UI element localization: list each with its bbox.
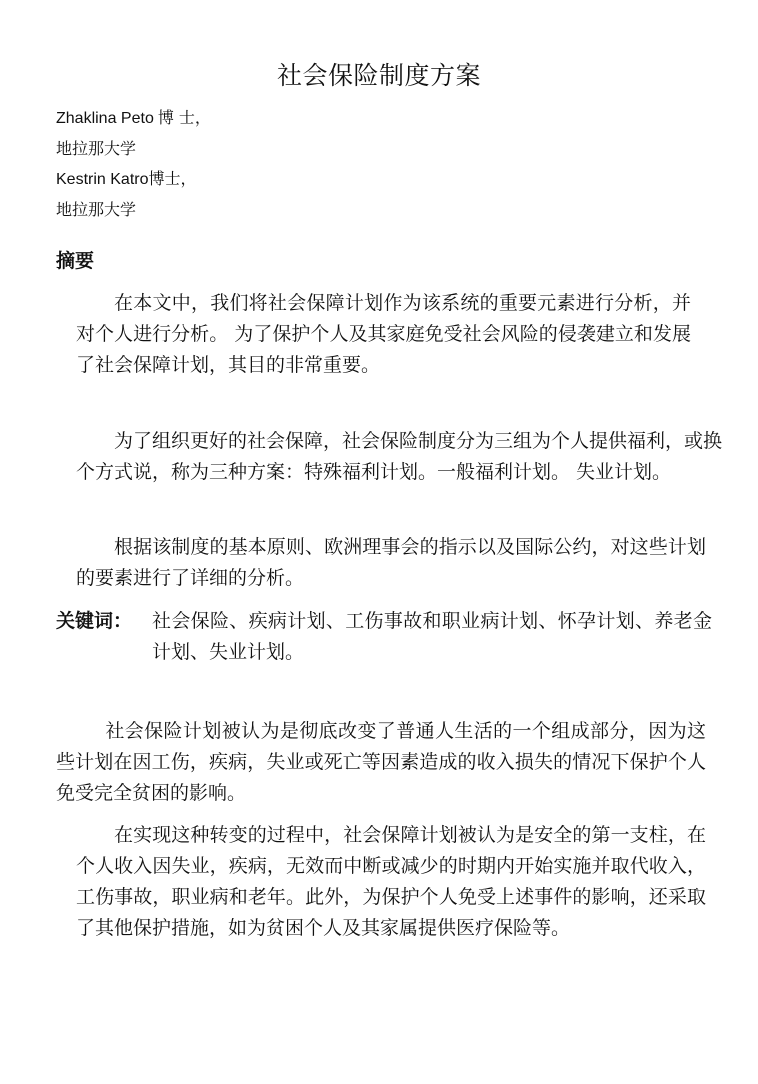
keywords-block	[56, 606, 716, 668]
abstract-paragraph-2: 为了组织更好的社会保障，社会保险制度分为三组为个人提供福利，或换个方式说，称为三种方案：特殊福利计划。一般福利计划。 失业计划。	[76, 430, 723, 483]
abstract-paragraph-1: 在本文中，我们将社会保障计划作为该系统的重要元素进行分析，并对个人进行分析。 为了保护个人及其家庭免受社会风险的侵袭建立和发展了社会保障计划，其目的非常重要。	[76, 292, 691, 376]
author-1-name: Zhaklina Peto	[56, 110, 154, 127]
author-2-line	[56, 164, 211, 195]
author-block	[56, 103, 211, 225]
author-1-affiliation: 地拉那大学	[56, 139, 137, 158]
author-2-title: 博士，	[148, 169, 197, 188]
author-2-affiliation: 地拉那大学	[56, 200, 137, 219]
abstract-paragraph-3: 根据该制度的基本原则、欧洲理事会的指示以及国际公约，对这些计划的要素进行了详细的分析。	[76, 536, 706, 589]
document-title: 社会保险制度方案	[276, 61, 481, 90]
keywords-text: 社会保险、疾病计划、工伤事故和职业病计划、怀孕计划、养老金计划、失业计划。	[152, 610, 712, 663]
author-1-title: 博 士，	[157, 108, 211, 127]
body-paragraph-2: 在实现这种转变的过程中，社会保障计划被认为是安全的第一支柱，在个人收入因失业，疾病，无效而中断或减少的时期内开始实施并取代收入， 工伤事故，职业病和老年。此外，为保护个人免受上述事件的影响，还采取了其他保护措施，如为贫困个人及其家属提供医疗保险等。	[76, 824, 706, 939]
author-1-line	[56, 103, 211, 134]
abstract-heading: 摘要	[56, 250, 95, 272]
keywords-label: 关键词：	[56, 610, 133, 632]
body-paragraph-1: 社会保险计划被认为是彻底改变了普通人生活的一个组成部分，因为这些计划在因工伤，疾病，失业或死亡等因素造成的收入损失的情况下保护个人免受完全贫困的影响。	[56, 720, 706, 804]
author-2-name: Kestrin Katro	[56, 171, 149, 188]
